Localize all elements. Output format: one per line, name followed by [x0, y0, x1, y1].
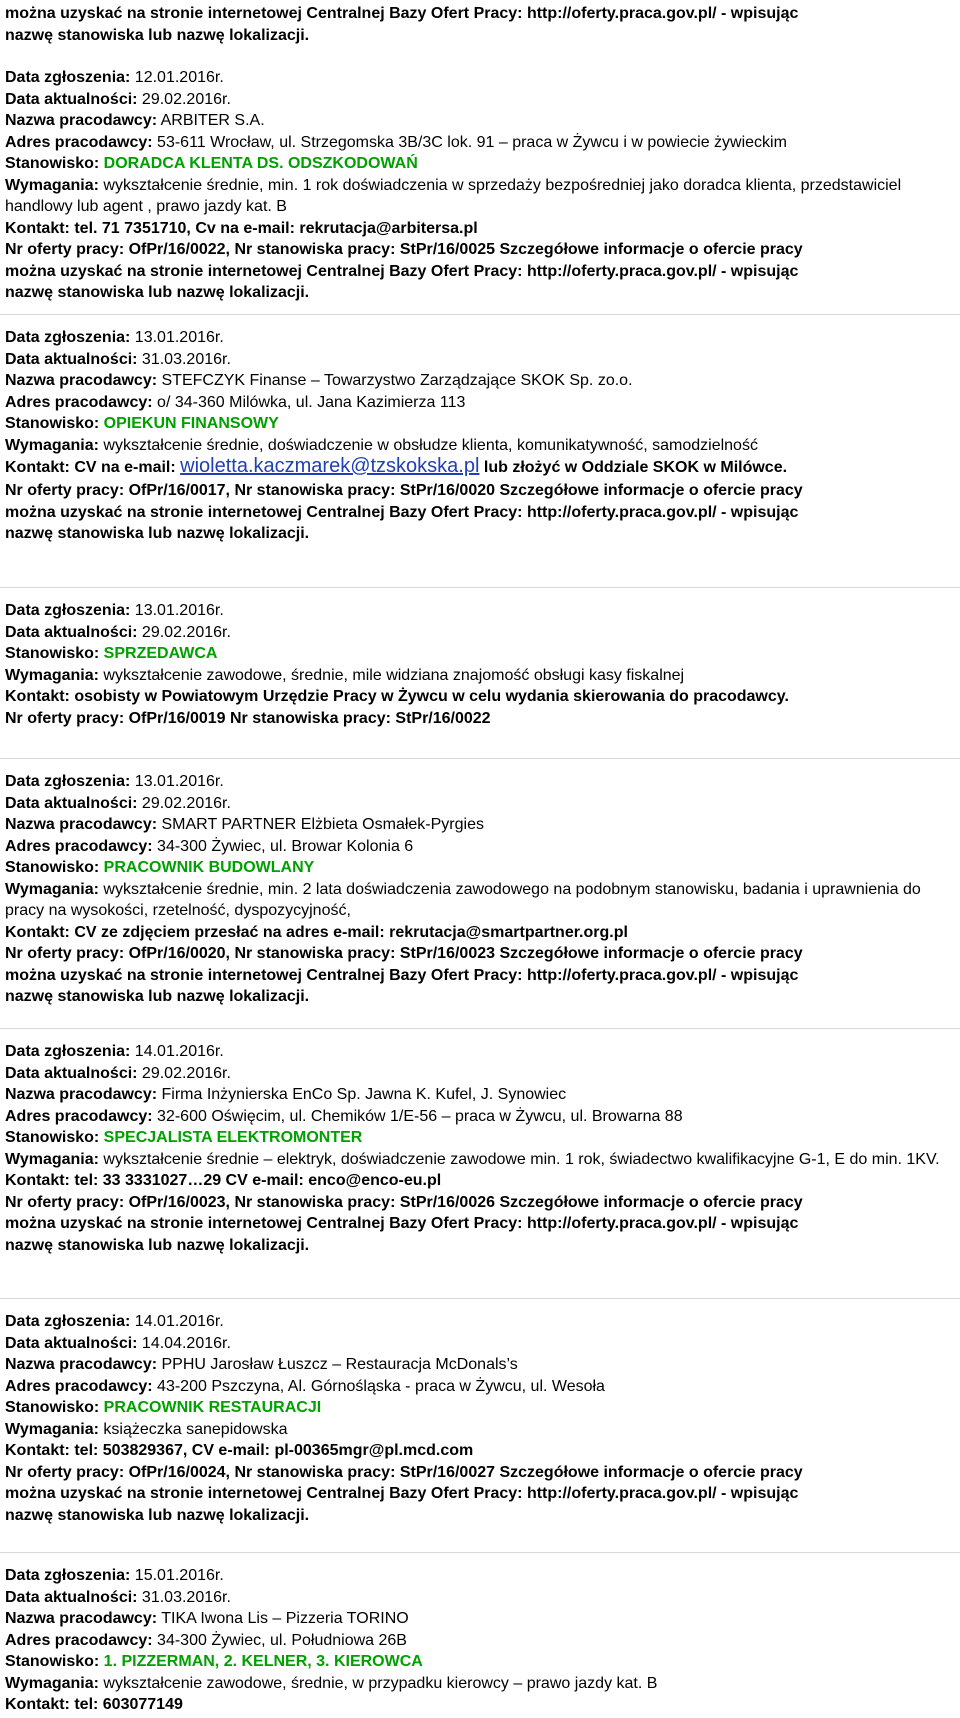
top-line-2: nazwę stanowiska lub nazwę lokalizacji.: [5, 26, 310, 44]
label-nazwa-pracodawcy: Nazwa pracodawcy:: [5, 112, 158, 129]
separator: [0, 587, 960, 588]
label-stanowisko: Stanowisko:: [5, 859, 100, 876]
adres-pracodawcy: 53-611 Wrocław, ul. Strzegomska 3B/3C lok. 91 – praca w Żywcu i w powiecie żywieckim: [152, 133, 787, 151]
label-wymagania: Wymagania:: [5, 176, 99, 194]
data-aktualnosci: 31.03.2016r.: [137, 1588, 231, 1606]
label-nazwa-pracodawcy: Nazwa pracodawcy:: [5, 1086, 158, 1103]
stanowisko: SPECJALISTA ELEKTROMONTER: [99, 1129, 363, 1146]
label-data-aktualnosci: Data aktualności:: [5, 1064, 138, 1082]
separator: [0, 314, 960, 315]
label-adres-pracodawcy: Adres pracodawcy:: [5, 133, 153, 151]
nazwa-pracodawcy: ARBITER S.A.: [157, 112, 265, 129]
nazwa-pracodawcy: STEFCZYK Finanse – Towarzystwo Zarządzające SKOK Sp. zo.o.: [157, 372, 633, 389]
label-stanowisko: Stanowisko:: [5, 155, 100, 172]
label-nazwa-pracodawcy: Nazwa pracodawcy:: [5, 816, 158, 833]
label-wymagania: Wymagania:: [5, 1420, 99, 1438]
wymagania: książeczka sanepidowska: [98, 1420, 288, 1438]
kontakt-post: lub złożyć w Oddziale SKOK w Milówce.: [479, 459, 788, 476]
nr-oferty-cont2: nazwę stanowiska lub nazwę lokalizacji.: [5, 284, 310, 301]
label-adres-pracodawcy: Adres pracodawcy:: [5, 1107, 153, 1125]
label-wymagania: Wymagania:: [5, 436, 99, 454]
label-data-aktualnosci: Data aktualności:: [5, 1588, 138, 1606]
separator: [0, 1552, 960, 1553]
label-nazwa-pracodawcy: Nazwa pracodawcy:: [5, 372, 158, 389]
label-wymagania: Wymagania:: [5, 880, 99, 898]
offer-tika: [5, 1565, 955, 1716]
nr-oferty-cont2: nazwę stanowiska lub nazwę lokalizacji.: [5, 988, 310, 1005]
kontakt: CV ze zdjęciem przesłać na adres e-mail: rekrutacja@smartpartner.org.pl: [69, 923, 628, 941]
offer-enco: [5, 1041, 955, 1256]
nazwa-pracodawcy: Firma Inżynierska EnCo Sp. Jawna K. Kufel, J. Synowiec: [157, 1086, 567, 1103]
data-zgloszenia: 13.01.2016r.: [130, 773, 224, 790]
label-nazwa-pracodawcy: Nazwa pracodawcy:: [5, 1610, 158, 1627]
label-kontakt: Kontakt:: [5, 219, 70, 237]
label-wymagania: Wymagania:: [5, 1674, 99, 1692]
separator: [0, 758, 960, 759]
label-adres-pracodawcy: Adres pracodawcy:: [5, 1631, 153, 1649]
data-aktualnosci: 31.03.2016r.: [137, 350, 231, 368]
label-data-aktualnosci: Data aktualności:: [5, 1334, 138, 1352]
label-stanowisko: Stanowisko:: [5, 1653, 100, 1670]
data-zgloszenia: 13.01.2016r.: [130, 329, 224, 346]
nazwa-pracodawcy: TIKA Iwona Lis – Pizzeria TORINO: [157, 1610, 409, 1627]
wymagania: wykształcenie zawodowe, średnie, w przypadku kierowcy – prawo jazdy kat. B: [98, 1674, 658, 1692]
nr-oferty: Nr oferty pracy: OfPr/16/0022, Nr stanowiska pracy: StPr/16/0025 Szczegółowe informacje o ofercie pracy: [5, 241, 803, 258]
data-aktualnosci: 29.02.2016r.: [137, 90, 231, 108]
offer-arbiter: [5, 67, 955, 304]
kontakt: osobisty w Powiatowym Urzędzie Pracy w Żywcu w celu wydania skierowania do pracodawcy.: [69, 688, 789, 705]
label-data-zgloszenia: Data zgłoszenia:: [5, 1567, 131, 1584]
data-zgloszenia: 14.01.2016r.: [130, 1313, 224, 1330]
wymagania: wykształcenie średnie, min. 2 lata doświadczenia zawodowego na podobnym stanowisku, badania i uprawnienia do pracy na wysokości, rzetelność, dyspozycyjność,: [5, 880, 921, 919]
label-adres-pracodawcy: Adres pracodawcy:: [5, 393, 153, 411]
nr-oferty-cont: można uzyskać na stronie internetowej Centralnej Bazy Ofert Pracy: http://oferty.praca.gov.pl/ - wpisując: [5, 966, 799, 984]
kontakt: tel. 71 7351710, Cv na e-mail: rekrutacja@arbitersa.pl: [69, 219, 478, 237]
label-data-aktualnosci: Data aktualności:: [5, 350, 138, 368]
data-zgloszenia: 14.01.2016r.: [130, 1043, 224, 1060]
offer-mcdonalds: [5, 1311, 955, 1526]
nr-oferty-cont: można uzyskać na stronie internetowej Centralnej Bazy Ofert Pracy: http://oferty.praca.gov.pl/ - wpisując: [5, 1215, 799, 1232]
nr-oferty-cont: można uzyskać na stronie internetowej Centralnej Bazy Ofert Pracy: http://oferty.praca.gov.pl/ - wpisując: [5, 503, 799, 521]
top-line-1: można uzyskać na stronie internetowej Centralnej Bazy Ofert Pracy: http://oferty.praca.gov.pl/ - wpisując: [5, 5, 799, 22]
adres-pracodawcy: 32-600 Oświęcim, ul. Chemików 1/E-56 – praca w Żywcu, ul. Browarna 88: [152, 1107, 683, 1125]
label-kontakt: Kontakt:: [5, 1696, 70, 1713]
data-aktualnosci: 29.02.2016r.: [137, 794, 231, 812]
kontakt: tel: 33 3331027…29 CV e-mail: enco@enco-eu.pl: [69, 1172, 442, 1189]
stanowisko: SPRZEDAWCA: [99, 645, 218, 662]
nr-oferty: Nr oferty pracy: OfPr/16/0017, Nr stanowiska pracy: StPr/16/0020 Szczegółowe informacje o ofercie pracy: [5, 482, 803, 499]
label-data-zgloszenia: Data zgłoszenia:: [5, 1043, 131, 1060]
label-stanowisko: Stanowisko:: [5, 1399, 100, 1416]
label-wymagania: Wymagania:: [5, 666, 99, 684]
adres-pracodawcy: 34-300 Żywiec, ul. Południowa 26B: [152, 1631, 407, 1649]
wymagania: wykształcenie zawodowe, średnie, mile widziana znajomość obsługi kasy fiskalnej: [98, 666, 685, 684]
label-data-zgloszenia: Data zgłoszenia:: [5, 773, 131, 790]
kontakt-pre: CV na e-mail:: [69, 459, 181, 476]
top-continuation: [5, 3, 955, 46]
data-zgloszenia: 13.01.2016r.: [130, 602, 224, 619]
label-nazwa-pracodawcy: Nazwa pracodawcy:: [5, 1356, 158, 1373]
offer-smart-partner: [5, 771, 955, 1008]
label-wymagania: Wymagania:: [5, 1150, 99, 1168]
label-data-zgloszenia: Data zgłoszenia:: [5, 602, 131, 619]
nr-oferty: Nr oferty pracy: OfPr/16/0024, Nr stanowiska pracy: StPr/16/0027 Szczegółowe informacje o ofercie pracy: [5, 1463, 803, 1481]
offer-stefczyk: [5, 327, 955, 545]
data-aktualnosci: 29.02.2016r.: [137, 1064, 231, 1082]
wymagania: wykształcenie średnie, doświadczenie w obsłudze klienta, komunikatywność, samodzielność: [98, 436, 758, 454]
kontakt: tel: 503829367, CV e-mail: pl-00365mgr@pl.mcd.com: [69, 1442, 474, 1459]
nr-oferty-cont2: nazwę stanowiska lub nazwę lokalizacji.: [5, 525, 310, 542]
nr-oferty: Nr oferty pracy: OfPr/16/0020, Nr stanowiska pracy: StPr/16/0023 Szczegółowe informacje o ofercie pracy: [5, 945, 803, 962]
label-stanowisko: Stanowisko:: [5, 415, 100, 432]
nr-oferty: Nr oferty pracy: OfPr/16/0019 Nr stanowiska pracy: StPr/16/0022: [5, 709, 491, 727]
data-zgloszenia: 12.01.2016r.: [130, 69, 224, 86]
label-data-zgloszenia: Data zgłoszenia:: [5, 329, 131, 346]
stanowisko: 1. PIZZERMAN, 2. KELNER, 3. KIEROWCA: [99, 1653, 423, 1670]
label-kontakt: Kontakt:: [5, 923, 70, 941]
data-aktualnosci: 29.02.2016r.: [137, 623, 231, 641]
nr-oferty: Nr oferty pracy: OfPr/16/0023, Nr stanowiska pracy: StPr/16/0026 Szczegółowe informacje o ofercie pracy: [5, 1193, 803, 1211]
label-adres-pracodawcy: Adres pracodawcy:: [5, 1377, 153, 1395]
email-link[interactable]: wioletta.kaczmarek@tzskokska.pl: [180, 455, 480, 477]
data-aktualnosci: 14.04.2016r.: [137, 1334, 231, 1352]
label-stanowisko: Stanowisko:: [5, 1129, 100, 1146]
label-kontakt: Kontakt:: [5, 459, 70, 476]
wymagania: wykształcenie średnie – elektryk, doświadczenie zawodowe min. 1 rok, świadectwo kwalifikacyjne G-1, E do min. 1KV.: [98, 1150, 940, 1168]
kontakt: tel: 603077149: [69, 1696, 183, 1713]
stanowisko: OPIEKUN FINANSOWY: [99, 415, 279, 432]
separator: [0, 1028, 960, 1029]
data-zgloszenia: 15.01.2016r.: [130, 1567, 224, 1584]
wymagania: wykształcenie średnie, min. 1 rok doświadczenia w sprzedaży bezpośredniej jako doradca klienta, przedstawiciel handlowy lub agent , prawo jazdy kat. B: [5, 176, 902, 215]
label-data-aktualnosci: Data aktualności:: [5, 794, 138, 812]
label-kontakt: Kontakt:: [5, 688, 70, 705]
offer-sprzedawca: [5, 600, 955, 729]
stanowisko: PRACOWNIK BUDOWLANY: [99, 859, 315, 876]
nr-oferty-cont: można uzyskać na stronie internetowej Centralnej Bazy Ofert Pracy: http://oferty.praca.gov.pl/ - wpisując: [5, 262, 799, 280]
label-data-zgloszenia: Data zgłoszenia:: [5, 69, 131, 86]
label-kontakt: Kontakt:: [5, 1442, 70, 1459]
nr-oferty-cont2: nazwę stanowiska lub nazwę lokalizacji.: [5, 1236, 310, 1254]
separator: [0, 1298, 960, 1299]
nr-oferty-cont: można uzyskać na stronie internetowej Centralnej Bazy Ofert Pracy: http://oferty.praca.gov.pl/ - wpisując: [5, 1485, 799, 1502]
nazwa-pracodawcy: PPHU Jarosław Łuszcz – Restauracja McDonals’s: [157, 1356, 518, 1373]
label-data-aktualnosci: Data aktualności:: [5, 623, 138, 641]
label-data-zgloszenia: Data zgłoszenia:: [5, 1313, 131, 1330]
label-kontakt: Kontakt:: [5, 1172, 70, 1189]
label-data-aktualnosci: Data aktualności:: [5, 90, 138, 108]
nr-oferty-cont2: nazwę stanowiska lub nazwę lokalizacji.: [5, 1506, 310, 1524]
label-adres-pracodawcy: Adres pracodawcy:: [5, 837, 153, 855]
adres-pracodawcy: o/ 34-360 Milówka, ul. Jana Kazimierza 113: [152, 393, 466, 411]
adres-pracodawcy: 43-200 Pszczyna, Al. Górnośląska - praca w Żywcu, ul. Wesoła: [152, 1377, 605, 1395]
adres-pracodawcy: 34-300 Żywiec, ul. Browar Kolonia 6: [152, 837, 414, 855]
stanowisko: PRACOWNIK RESTAURACJI: [99, 1399, 322, 1416]
nazwa-pracodawcy: SMART PARTNER Elżbieta Osmałek-Pyrgies: [157, 816, 484, 833]
stanowisko: DORADCA KLENTA DS. ODSZKODOWAŃ: [99, 155, 418, 172]
label-stanowisko: Stanowisko:: [5, 645, 100, 662]
